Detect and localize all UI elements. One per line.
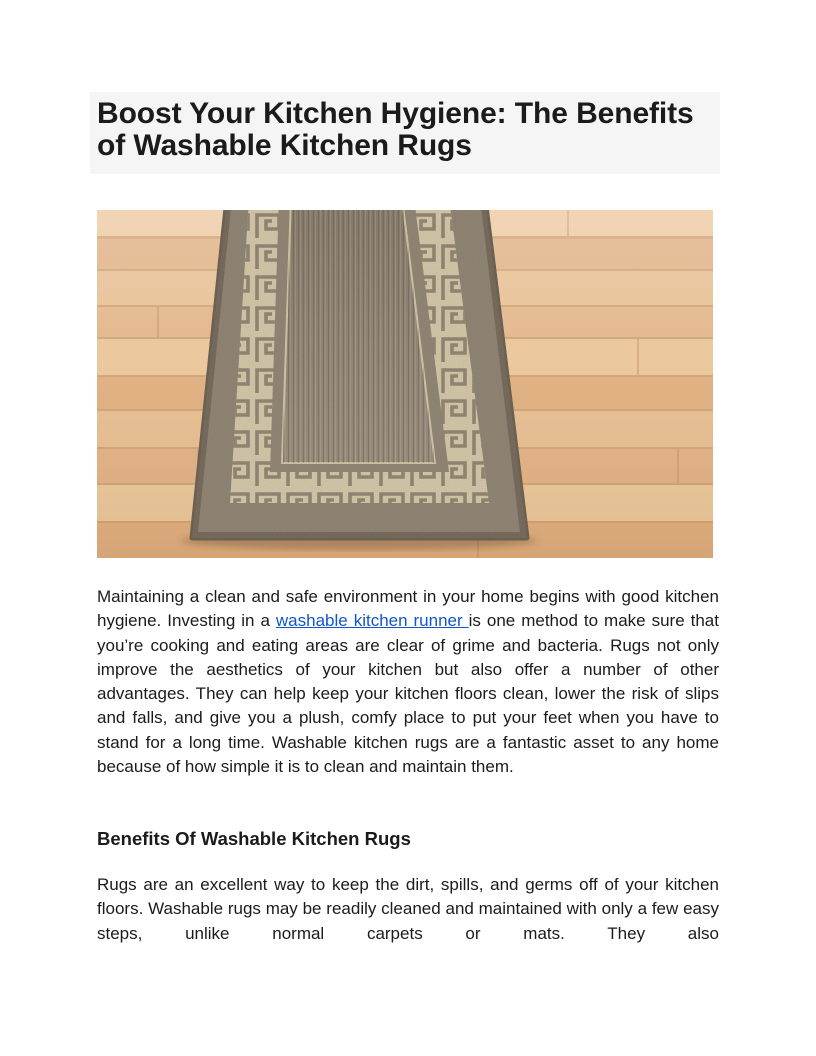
page-title [97, 98, 720, 161]
runner-rug [192, 210, 527, 538]
title-block [90, 92, 720, 174]
washable-kitchen-runner-link[interactable]: washable kitchen runner [275, 611, 469, 631]
body-paragraph: Rugs are an excellent way to keep the dirt, spills, and germs off of your kitchen floors. Washable rugs may be readily cleaned and maintained with only a few easy steps, unlike normal carpets or mats. They also [97, 875, 719, 943]
page-title-line-2: of Washable Kitchen Rugs [97, 128, 472, 162]
hero-image [97, 210, 713, 558]
intro-text-after-link: is one method to make sure that you’re cooking and eating areas are clear of grime and bacteria. Rugs not only improve the aesthetics of your kitchen but also offer a number of other advantages. They can help keep your kitchen floors clean, lower the risk of slips and falls, and give you a plush, comfy place to put your feet when you have to stand for a long time. Washable kitchen rugs are a fantastic asset to any home because of how simple it is to clean and maintain them. [97, 611, 719, 777]
intro-text-before-link: Maintaining a clean and safe environment in your home begins with good kitchen hygiene. Investing in a [97, 587, 719, 631]
intro-paragraph [97, 585, 719, 779]
section-heading: Benefits Of Washable Kitchen Rugs [97, 828, 411, 849]
page-title-line-1: Boost Your Kitchen Hygiene: The Benefits [97, 97, 694, 130]
kitchen-runner-photo [97, 210, 713, 558]
